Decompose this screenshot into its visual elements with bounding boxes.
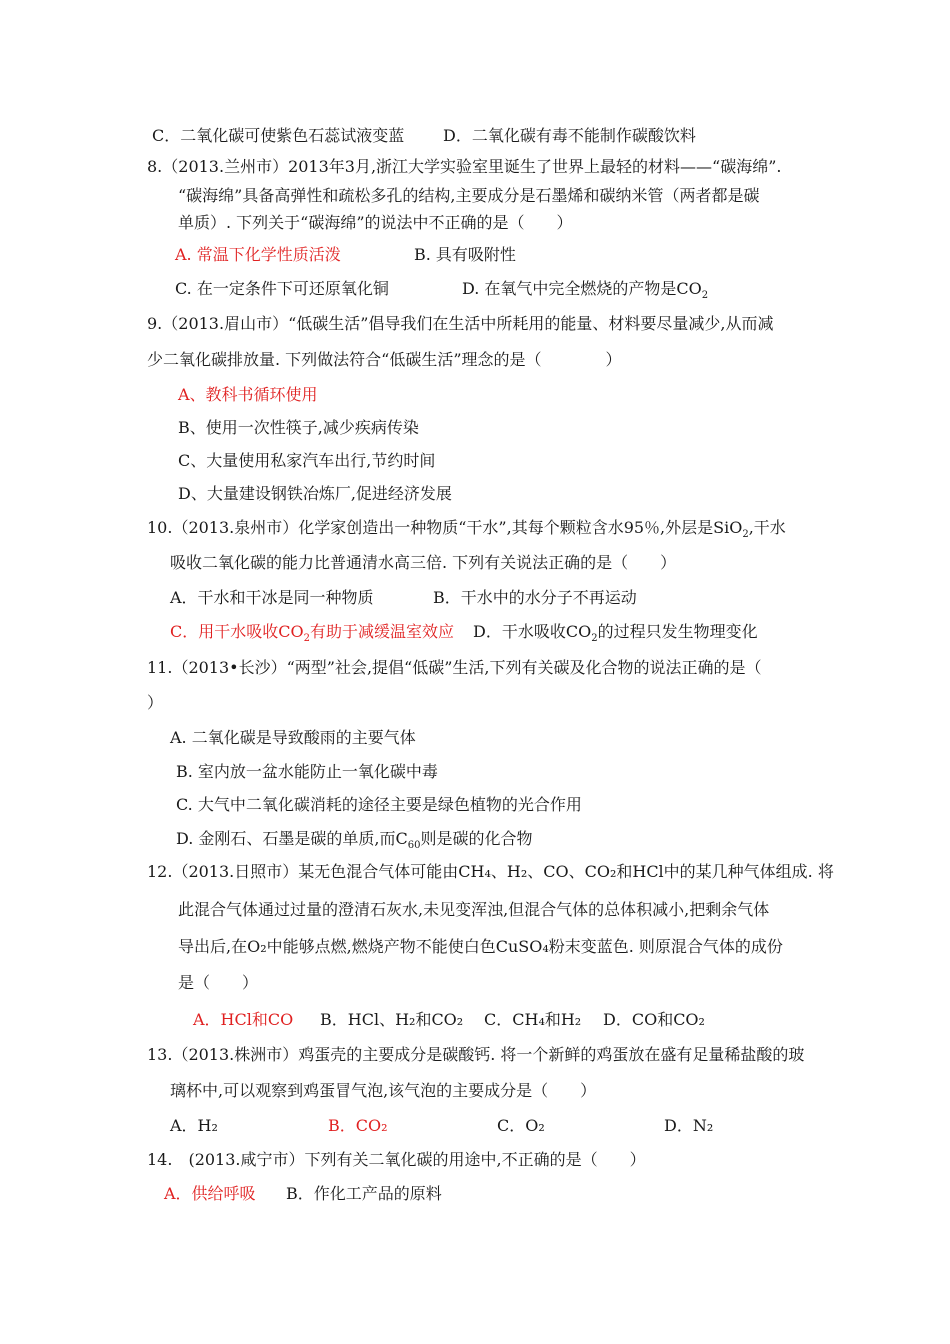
- q12-stem-line2: 此混合气体通过过量的澄清石灰水,未见变浑浊,但混合气体的总体积减小,把剩余气体: [178, 900, 770, 919]
- q12-option-c: C．CH₄和H₂: [484, 1010, 582, 1029]
- q10-option-d: D．干水吸收$CO_2$的过程只发生物理变化: [473, 622, 758, 644]
- q9-option-b: B、使用一次性筷子,减少疾病传染: [178, 418, 419, 437]
- q14-option-a: A．供给呼吸: [164, 1184, 256, 1203]
- q10-option-a: A．干水和干冰是同一种物质: [170, 588, 374, 607]
- q8-option-a: A. 常温下化学性质活泼: [175, 245, 341, 264]
- q8-stem-line1: 8.（2013.兰州市）2013年3月,浙江大学实验室里诞生了世界上最轻的材料——“碳海绵”.: [147, 157, 782, 176]
- q10-option-b: B．干水中的水分子不再运动: [433, 588, 637, 607]
- q11-stem-line2: ）: [147, 693, 164, 712]
- q13-option-b: B．CO₂: [328, 1116, 388, 1135]
- q11-option-b: B. 室内放一盆水能防止一氧化碳中毒: [176, 762, 438, 781]
- q14-stem-line1: 14. (2013.咸宁市）下列有关二氧化碳的用途中,不正确的是（ ）: [147, 1150, 646, 1169]
- q8-option-d: D. 在氧气中完全燃烧的产物是$CO_2$: [462, 279, 709, 301]
- q13-option-c: C．O₂: [497, 1116, 545, 1135]
- q11-stem-line1: 11.（2013•长沙）“两型”社会,提倡“低碳”生活,下列有关碳及化合物的说法正确的是（: [147, 658, 762, 677]
- q8-option-c: C. 在一定条件下可还原氧化铜: [175, 279, 389, 298]
- q9-option-c: C、大量使用私家汽车出行,节约时间: [178, 451, 436, 470]
- q12-stem-line1: 12.（2013.日照市）某无色混合气体可能由CH₄、H₂、CO、CO₂和HCl中的某几种气体组成. 将: [147, 862, 834, 881]
- q9-stem-line2: 少二氧化碳排放量. 下列做法符合“低碳生活”理念的是（ ）: [147, 350, 622, 369]
- q13-option-a: A．H₂: [170, 1116, 218, 1135]
- q13-stem-line2: 璃杯中,可以观察到鸡蛋冒气泡,该气泡的主要成分是（ ）: [170, 1081, 597, 1100]
- q9-option-d: D、大量建设钢铁冶炼厂,促进经济发展: [178, 484, 452, 503]
- q9-option-a: A、教科书循环使用: [178, 385, 318, 404]
- q13-option-d: D．N₂: [664, 1116, 714, 1135]
- q12-option-a: A．HCl和CO: [193, 1010, 294, 1029]
- q7-option-c: C．二氧化碳可使紫色石蕊试液变蓝: [152, 126, 405, 145]
- q14-option-b: B．作化工产品的原料: [286, 1184, 442, 1203]
- q8-option-b: B. 具有吸附性: [414, 245, 516, 264]
- q12-stem-line3: 导出后,在O₂中能够点燃,燃烧产物不能使白色CuSO₄粉末变蓝色. 则原混合气体的成份: [178, 937, 783, 956]
- q10-stem-line1: 10.（2013.泉州市）化学家创造出一种物质“干水”,其每个颗粒含水95％,外层是SiO$_2$,干水: [147, 518, 786, 540]
- q7-option-d: D．二氧化碳有毒不能制作碳酸饮料: [443, 126, 696, 145]
- q11-option-c: C. 大气中二氧化碳消耗的途径主要是绿色植物的光合作用: [176, 795, 582, 814]
- q8-stem-line3: 单质）. 下列关于“碳海绵”的说法中不正确的是（ ）: [178, 213, 573, 232]
- q10-stem-line2: 吸收二氧化碳的能力比普通清水高三倍. 下列有关说法正确的是（ ）: [170, 553, 677, 572]
- q10-option-c: C．用干水吸收$CO_2$有助于减缓温室效应: [170, 622, 454, 644]
- q11-option-d: D. 金刚石、石墨是碳的单质,而$C_{60}$则是碳的化合物: [176, 829, 533, 851]
- q11-option-a: A. 二氧化碳是导致酸雨的主要气体: [170, 728, 416, 747]
- q12-option-b: B．HCl、H₂和CO₂: [320, 1010, 464, 1029]
- q9-stem-line1: 9.（2013.眉山市）“低碳生活”倡导我们在生活中所耗用的能量、材料要尽量减少,从而减: [147, 314, 774, 333]
- q12-stem-line4: 是（ ）: [178, 973, 259, 992]
- q8-stem-line2: “碳海绵”具备高弹性和疏松多孔的结构,主要成分是石墨烯和碳纳米管（两者都是碳: [178, 186, 760, 205]
- q12-option-d: D．CO和CO₂: [603, 1010, 705, 1029]
- q13-stem-line1: 13.（2013.株洲市）鸡蛋壳的主要成分是碳酸钙. 将一个新鲜的鸡蛋放在盛有足量稀盐酸的玻: [147, 1045, 805, 1064]
